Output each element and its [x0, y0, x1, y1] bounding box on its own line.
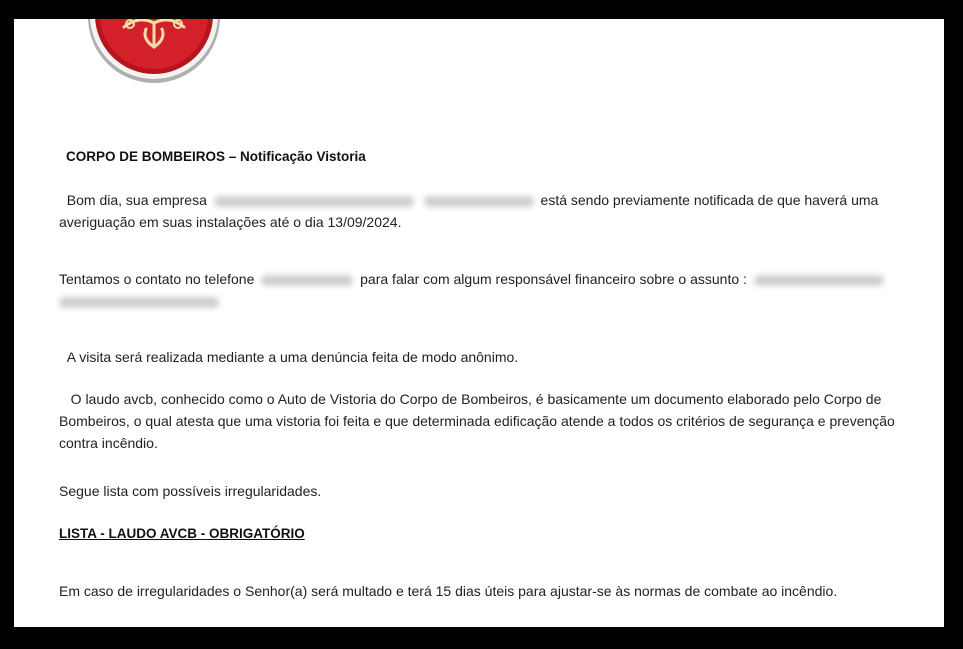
contact-prefix: Tentamos o contato no telefone: [59, 271, 255, 287]
greeting-line2: averiguação em suas instalações até o dia 13/09/2024.: [59, 214, 402, 230]
fire-department-logo: [84, 19, 224, 87]
greeting-suffix: está sendo previamente notificada de que haverá uma: [540, 192, 879, 208]
redacted-company-name: [214, 196, 414, 207]
contact-paragraph: [59, 268, 919, 312]
visit-paragraph: [59, 346, 518, 368]
visit-text: A visita será realizada mediante a uma denúncia feita de modo anônimo.: [66, 349, 519, 365]
redacted-subject: [754, 275, 884, 286]
greeting-paragraph: [59, 189, 919, 233]
contact-suffix: para falar com algum responsável financeiro sobre o assunto :: [360, 271, 747, 287]
redacted-company-id: [424, 196, 534, 207]
email-body: [14, 19, 944, 627]
redacted-phone: [261, 275, 353, 286]
redacted-subject-line2: [59, 297, 219, 308]
laudo-paragraph: [59, 388, 924, 454]
email-title: CORPO DE BOMBEIROS – Notificação Vistoria: [66, 149, 366, 164]
laudo-text: O laudo avcb, conhecido como o Auto de Vistoria do Corpo de Bombeiros, é basicamente um documento elaborado pelo Corpo de Bombeiros, o qual atesta que uma vistoria foi feita e que determinada edificação atende a todos os critérios de segurança e prevenção contra incêndio.: [59, 391, 895, 451]
list-intro: Segue lista com possíveis irregularidades.: [59, 483, 322, 499]
list-link[interactable]: LISTA - LAUDO AVCB - OBRIGATÓRIO: [59, 526, 305, 541]
greeting-prefix: Bom dia, sua empresa: [66, 192, 207, 208]
penalty-paragraph: Em caso de irregularidades o Senhor(a) será multado e terá 15 dias úteis para ajustar-se às normas de combate ao incêndio.: [59, 583, 838, 599]
